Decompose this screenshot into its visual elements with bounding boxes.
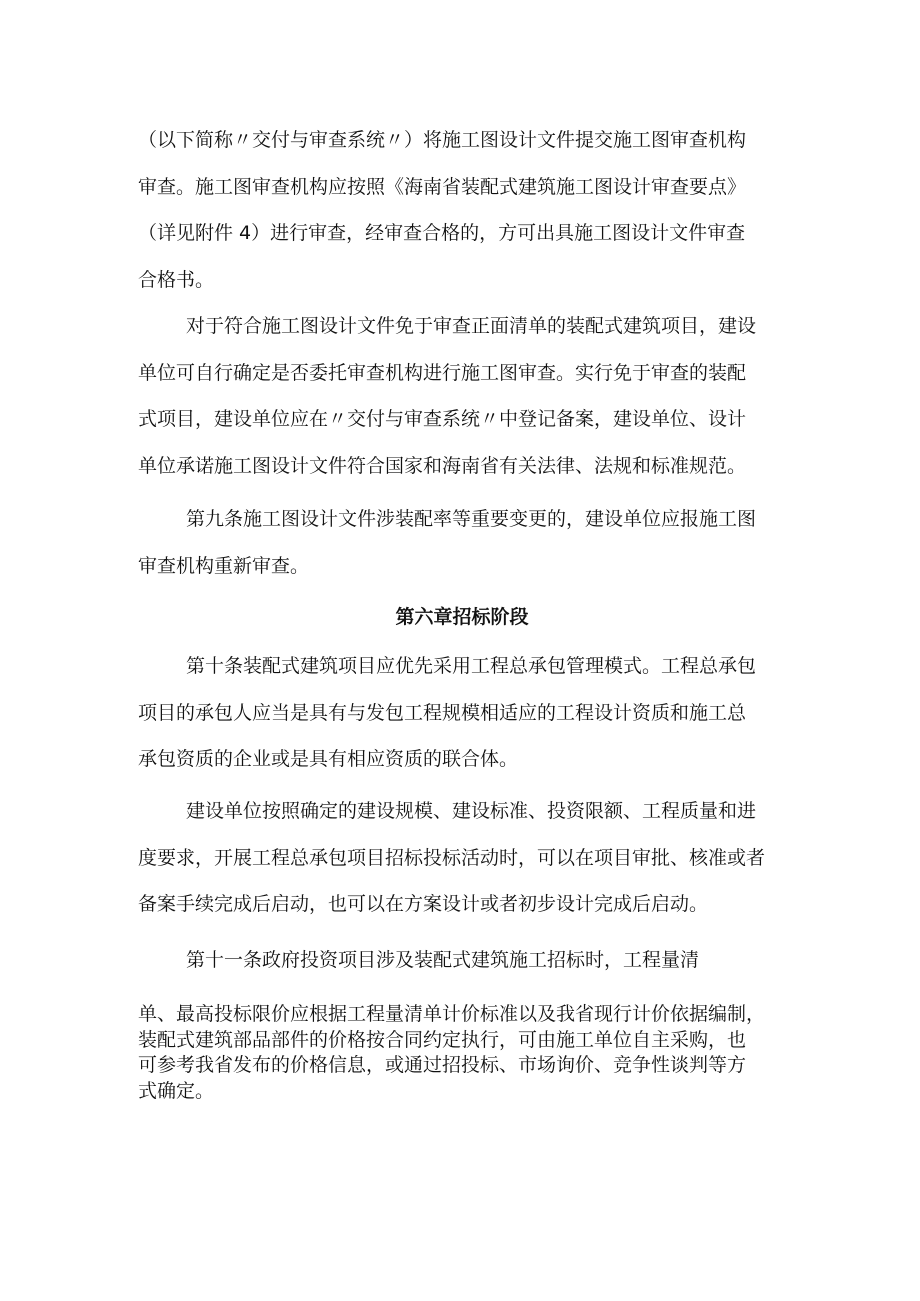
text-line: （以下简称〃交付与审查系统〃）将施工图设计文件提交施工图审查机构 [138, 129, 747, 151]
text-line: 式确定。 [138, 1079, 215, 1102]
text-line: 建设单位按照确定的建设规模、建设标准、投资限额、工程质量和进 [186, 800, 757, 822]
paragraph-bidding-process [138, 788, 786, 928]
paragraph-article-11 [138, 937, 786, 984]
text-line: 审查。施工图审查机构应按照《海南省装配式建筑施工图设计审查要点》 [138, 175, 747, 198]
paragraph-review-exemption [138, 303, 786, 489]
paragraph-article-11-continued [138, 1002, 786, 1104]
chapter-heading: 第六章招标阶段 [395, 606, 529, 628]
text-line: 承包资质的企业或是具有相应资质的联合体。 [138, 748, 519, 770]
text-line: 备案手续完成后启动，也可以在方案设计或者初步设计完成后启动。 [138, 893, 709, 915]
text-line: 第十条装配式建筑项目应优先采用工程总承包管理模式。工程总承包 [186, 655, 757, 677]
text-line: 第十一条政府投资项目涉及装配式建筑施工招标时，工程量清 [186, 949, 700, 971]
paragraph-article-9 [138, 496, 786, 589]
text-line: 单、最高投标限价应根据工程量清单计价标准以及我省现行计价依据编制， [138, 1003, 766, 1025]
text-line: 单位可自行确定是否委托审查机构进行施工图审查。实行免于审查的装配 [138, 361, 747, 384]
text-line: 度要求，开展工程总承包项目招标投标活动时，可以在项目审批、核准或者 [138, 846, 766, 869]
text-line: 单位承诺施工图设计文件符合国家和海南省有关法律、法规和标准规范。 [138, 454, 747, 477]
paragraph-review-submission [138, 117, 786, 303]
paragraph-article-10 [138, 643, 786, 783]
text-line: 式项目，建设单位应在〃交付与审查系统〃中登记备案，建设单位、设计 [138, 408, 747, 430]
text-line: 第九条施工图设计文件涉装配率等重要变更的，建设单位应报施工图 [186, 508, 757, 530]
text-line: 可参考我省发布的价格信息，或通过招投标、市场询价、竞争性谈判等方 [138, 1054, 747, 1076]
text-line: 项目的承包人应当是具有与发包工程规模相适应的工程设计资质和施工总 [138, 701, 747, 724]
text-line: 合格书。 [138, 268, 215, 291]
text-line: （详见附件 4）进行审查，经审查合格的，方可出具施工图设计文件审查 [138, 222, 746, 244]
text-line: 对于符合施工图设计文件免于审查正面清单的装配式建筑项目，建设 [186, 315, 757, 337]
text-line: 装配式建筑部品部件的价格按合同约定执行，可由施工单位自主采购，也 [138, 1028, 747, 1051]
text-line: 审查机构重新审查。 [138, 554, 310, 577]
